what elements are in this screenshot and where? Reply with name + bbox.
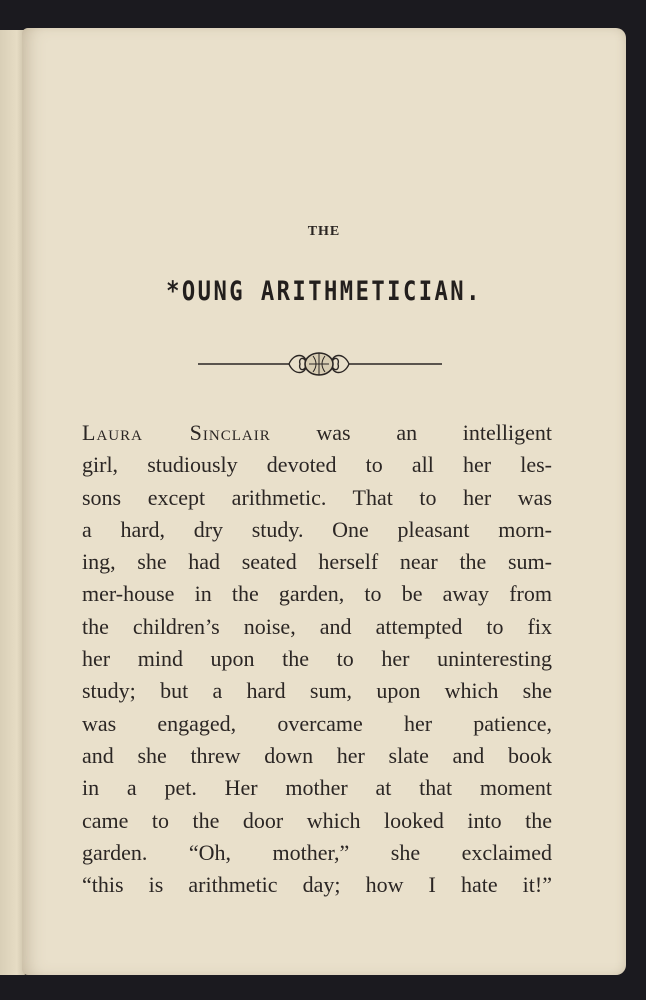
text-line-10: was engaged, overcame her patience,	[82, 710, 552, 736]
text-line-4: a hard, dry study. One pleasant morn-	[82, 516, 552, 542]
text-line-6: mer-house in the garden, to be away from	[82, 581, 552, 607]
chapter-title: *OUNG ARITHMETICIAN.	[166, 276, 482, 307]
text-line-3: sons except arithmetic. That to her was	[82, 484, 552, 510]
text-line-15: “this is arithmetic day; how I hate it!”	[82, 872, 552, 898]
text-line-13: came to the door which looked into the	[82, 807, 552, 833]
opening-name: Laura Sinclair	[82, 420, 271, 445]
body-text	[82, 417, 552, 901]
ornament-divider-icon	[194, 342, 444, 386]
first-line-rest: was an intelligent	[270, 420, 552, 445]
text-line-11: and she threw down her slate and book	[82, 742, 552, 768]
text-line-8: her mind upon the to her uninteresting	[82, 646, 552, 672]
text-line-7: the children’s noise, and attempted to fix	[82, 613, 552, 639]
text-line-12: in a pet. Her mother at that moment	[82, 775, 552, 801]
text-line-2: girl, studiously devoted to all her les-	[82, 452, 552, 478]
text-line-5: ing, she had seated herself near the sum-	[82, 549, 552, 575]
text-line-14: garden. “Oh, mother,” she exclaimed	[82, 839, 552, 865]
text-line-9: study; but a hard sum, upon which she	[82, 678, 552, 704]
heading-the: THE	[307, 224, 341, 239]
text-line-1	[82, 417, 552, 449]
book-page	[22, 28, 626, 975]
